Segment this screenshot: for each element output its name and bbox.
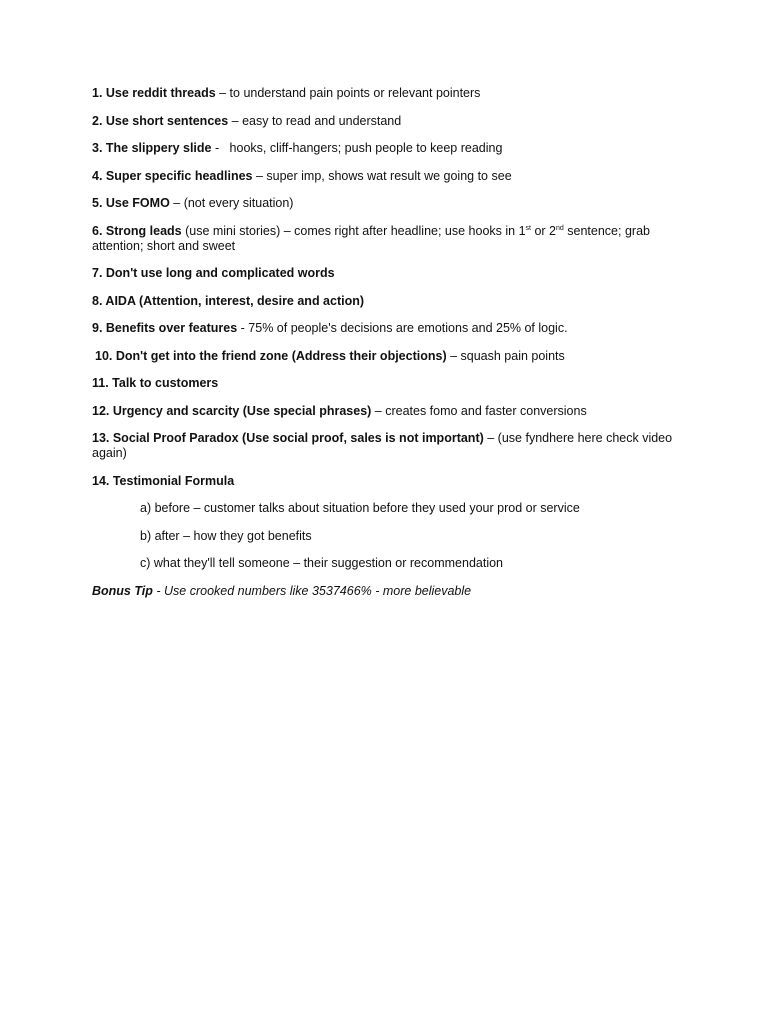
list-item xyxy=(92,224,692,254)
item-heading: 1. Use reddit threads xyxy=(92,86,216,100)
item-heading: 14. Testimonial Formula xyxy=(92,473,235,488)
item-heading: 5. Use FOMO xyxy=(92,196,170,210)
item-heading: 13. Social Proof Paradox (Use social proof, sales is not important) xyxy=(92,431,484,445)
list-item xyxy=(92,431,692,461)
item-text: sentence; grab attention; short and sweet xyxy=(92,223,650,253)
list-item xyxy=(92,349,692,364)
item-text: – (use fyndhere here check video again) xyxy=(92,431,673,460)
item-text: – super imp, shows wat result we going to see xyxy=(252,168,512,183)
bonus-tip xyxy=(92,584,692,599)
sub-list-item xyxy=(92,529,692,544)
sub-item-text: – customer talks about situation before they used your prod or service xyxy=(190,501,580,515)
list-item xyxy=(92,321,692,336)
sub-item-label: b) after xyxy=(140,528,180,543)
sub-list-item xyxy=(92,556,692,571)
sub-item-text: – how they got benefits xyxy=(179,528,312,543)
list-item xyxy=(92,114,692,129)
item-heading: 11. Talk to customers xyxy=(92,376,219,390)
item-text: - 75% of people's decisions are emotions and 25% of logic. xyxy=(237,321,568,335)
item-heading: 2. Use short sentences xyxy=(92,113,229,128)
item-heading: 8. AIDA (Attention, interest, desire and action) xyxy=(92,293,365,308)
sub-item-label: c) what they'll tell someone xyxy=(140,556,290,570)
item-text: – squash pain points xyxy=(446,348,565,363)
list-item xyxy=(92,169,692,184)
tips-list xyxy=(92,86,692,611)
item-heading: 12. Urgency and scarcity (Use special phrases) xyxy=(92,403,372,418)
item-text: – creates fomo and faster conversions xyxy=(371,403,587,418)
list-item xyxy=(92,404,692,419)
list-item xyxy=(92,376,692,391)
item-text: – easy to read and understand xyxy=(228,113,402,128)
list-item xyxy=(92,196,692,211)
superscript: nd xyxy=(556,224,564,232)
item-text: – to understand pain points or relevant pointers xyxy=(215,86,481,100)
list-item xyxy=(92,141,692,156)
sub-item-label: a) before xyxy=(140,501,191,515)
item-text: - hooks, cliff-hangers; push people to keep reading xyxy=(211,141,503,155)
bonus-tip-text: - Use crooked numbers like 3537466% - more believable xyxy=(152,583,472,598)
sub-item-text: – their suggestion or recommendation xyxy=(289,556,503,570)
superscript: st xyxy=(525,224,531,232)
list-item xyxy=(92,266,692,281)
list-item xyxy=(92,294,692,309)
bonus-tip-label: Bonus Tip xyxy=(92,583,153,598)
item-heading: 9. Benefits over features xyxy=(92,321,238,335)
item-text: (use mini stories) – comes right after headline; use hooks in 1 xyxy=(181,223,526,238)
item-heading: 7. Don't use long and complicated words xyxy=(92,266,335,280)
item-heading: 6. Strong leads xyxy=(92,223,182,238)
item-text: – (not every situation) xyxy=(169,196,294,210)
list-item xyxy=(92,86,692,101)
item-text: or 2 xyxy=(530,223,556,238)
sub-list-item xyxy=(92,501,692,516)
item-heading: 4. Super specific headlines xyxy=(92,168,253,183)
item-heading: 10. Don't get into the friend zone (Address their objections) xyxy=(95,348,447,363)
item-heading: 3. The slippery slide xyxy=(92,141,212,155)
list-item xyxy=(92,474,692,489)
